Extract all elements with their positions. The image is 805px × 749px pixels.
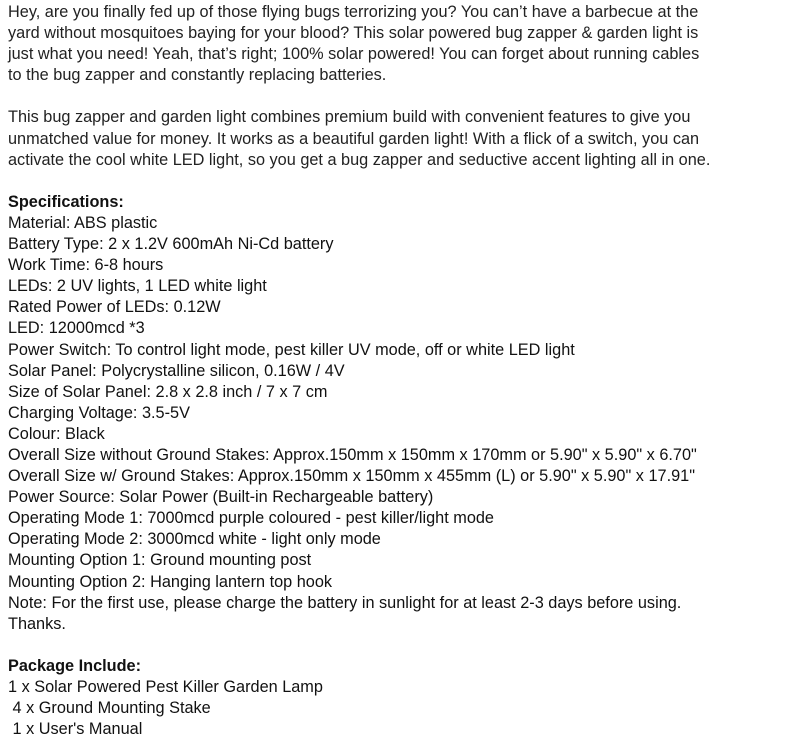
spec-item: Operating Mode 1: 7000mcd purple coloured - pest killer/light mode [8, 509, 494, 528]
specifications-heading: Specifications: [8, 192, 124, 211]
spec-item: Operating Mode 2: 3000mcd white - light only mode [8, 530, 381, 549]
package-heading: Package Include: [8, 656, 142, 675]
spec-note: Note: For the first use, please charge the battery in sunlight for at least 2-3 days before using. [8, 593, 682, 612]
spec-note-thanks: Thanks. [8, 614, 66, 633]
specifications-section [8, 192, 803, 635]
intro-line: Hey, are you finally fed up of those flying bugs terrorizing you? You can’t have a barbecue at the [8, 3, 699, 21]
spec-item: Overall Size w/ Ground Stakes: Approx.150mm x 150mm x 455mm (L) or 5.90" x 5.90" x 17.91" [8, 467, 695, 486]
spec-item: Battery Type: 2 x 1.2V 600mAh Ni-Cd battery [8, 235, 334, 254]
package-section [8, 656, 803, 740]
spec-item: Solar Panel: Polycrystalline silicon, 0.16W / 4V [8, 361, 345, 380]
package-item: 1 x Solar Powered Pest Killer Garden Lamp [8, 678, 323, 696]
spec-item: Mounting Option 2: Hanging lantern top hook [8, 572, 333, 591]
spec-item: Rated Power of LEDs: 0.12W [8, 298, 221, 317]
product-description-document [8, 2, 803, 740]
paragraph-spacer [8, 86, 803, 107]
intro-paragraph [8, 2, 803, 86]
description-line: This bug zapper and garden light combines premium build with convenient features to give you [8, 108, 691, 127]
spec-item: Material: ABS plastic [8, 213, 158, 232]
spec-item: LEDs: 2 UV lights, 1 LED white light [8, 277, 267, 296]
spec-item: Mounting Option 1: Ground mounting post [8, 551, 312, 570]
spec-item: Size of Solar Panel: 2.8 x 2.8 inch / 7 x 7 cm [8, 382, 328, 401]
description-paragraph [8, 107, 803, 170]
spec-item: LED: 12000mcd *3 [8, 319, 145, 338]
intro-line: just what you need! Yeah, that’s right; 100% solar powered! You can forget about running cables [8, 45, 700, 64]
spec-item: Colour: Black [8, 424, 105, 443]
spec-item: Power Source: Solar Power (Built-in Rechargeable battery) [8, 488, 434, 507]
package-item: 1 x User's Manual [8, 720, 143, 739]
spec-item: Charging Voltage: 3.5-5V [8, 403, 190, 422]
paragraph-spacer [8, 171, 803, 192]
spec-item: Work Time: 6-8 hours [8, 256, 164, 275]
spec-item: Power Switch: To control light mode, pest killer UV mode, off or white LED light [8, 340, 575, 359]
package-item: 4 x Ground Mounting Stake [8, 699, 211, 718]
intro-line: yard without mosquitoes baying for your blood? This solar powered bug zapper & garden light is [8, 24, 699, 43]
description-line: activate the cool white LED light, so you get a bug zapper and seductive accent lighting all in one. [8, 150, 711, 169]
paragraph-spacer [8, 635, 803, 656]
intro-line: to the bug zapper and constantly replacing batteries. [8, 66, 387, 85]
spec-item: Overall Size without Ground Stakes: Approx.150mm x 150mm x 170mm or 5.90" x 5.90" x 6.70" [8, 445, 697, 464]
description-line: unmatched value for money. It works as a beautiful garden light! With a flick of a switch, you can [8, 129, 700, 148]
